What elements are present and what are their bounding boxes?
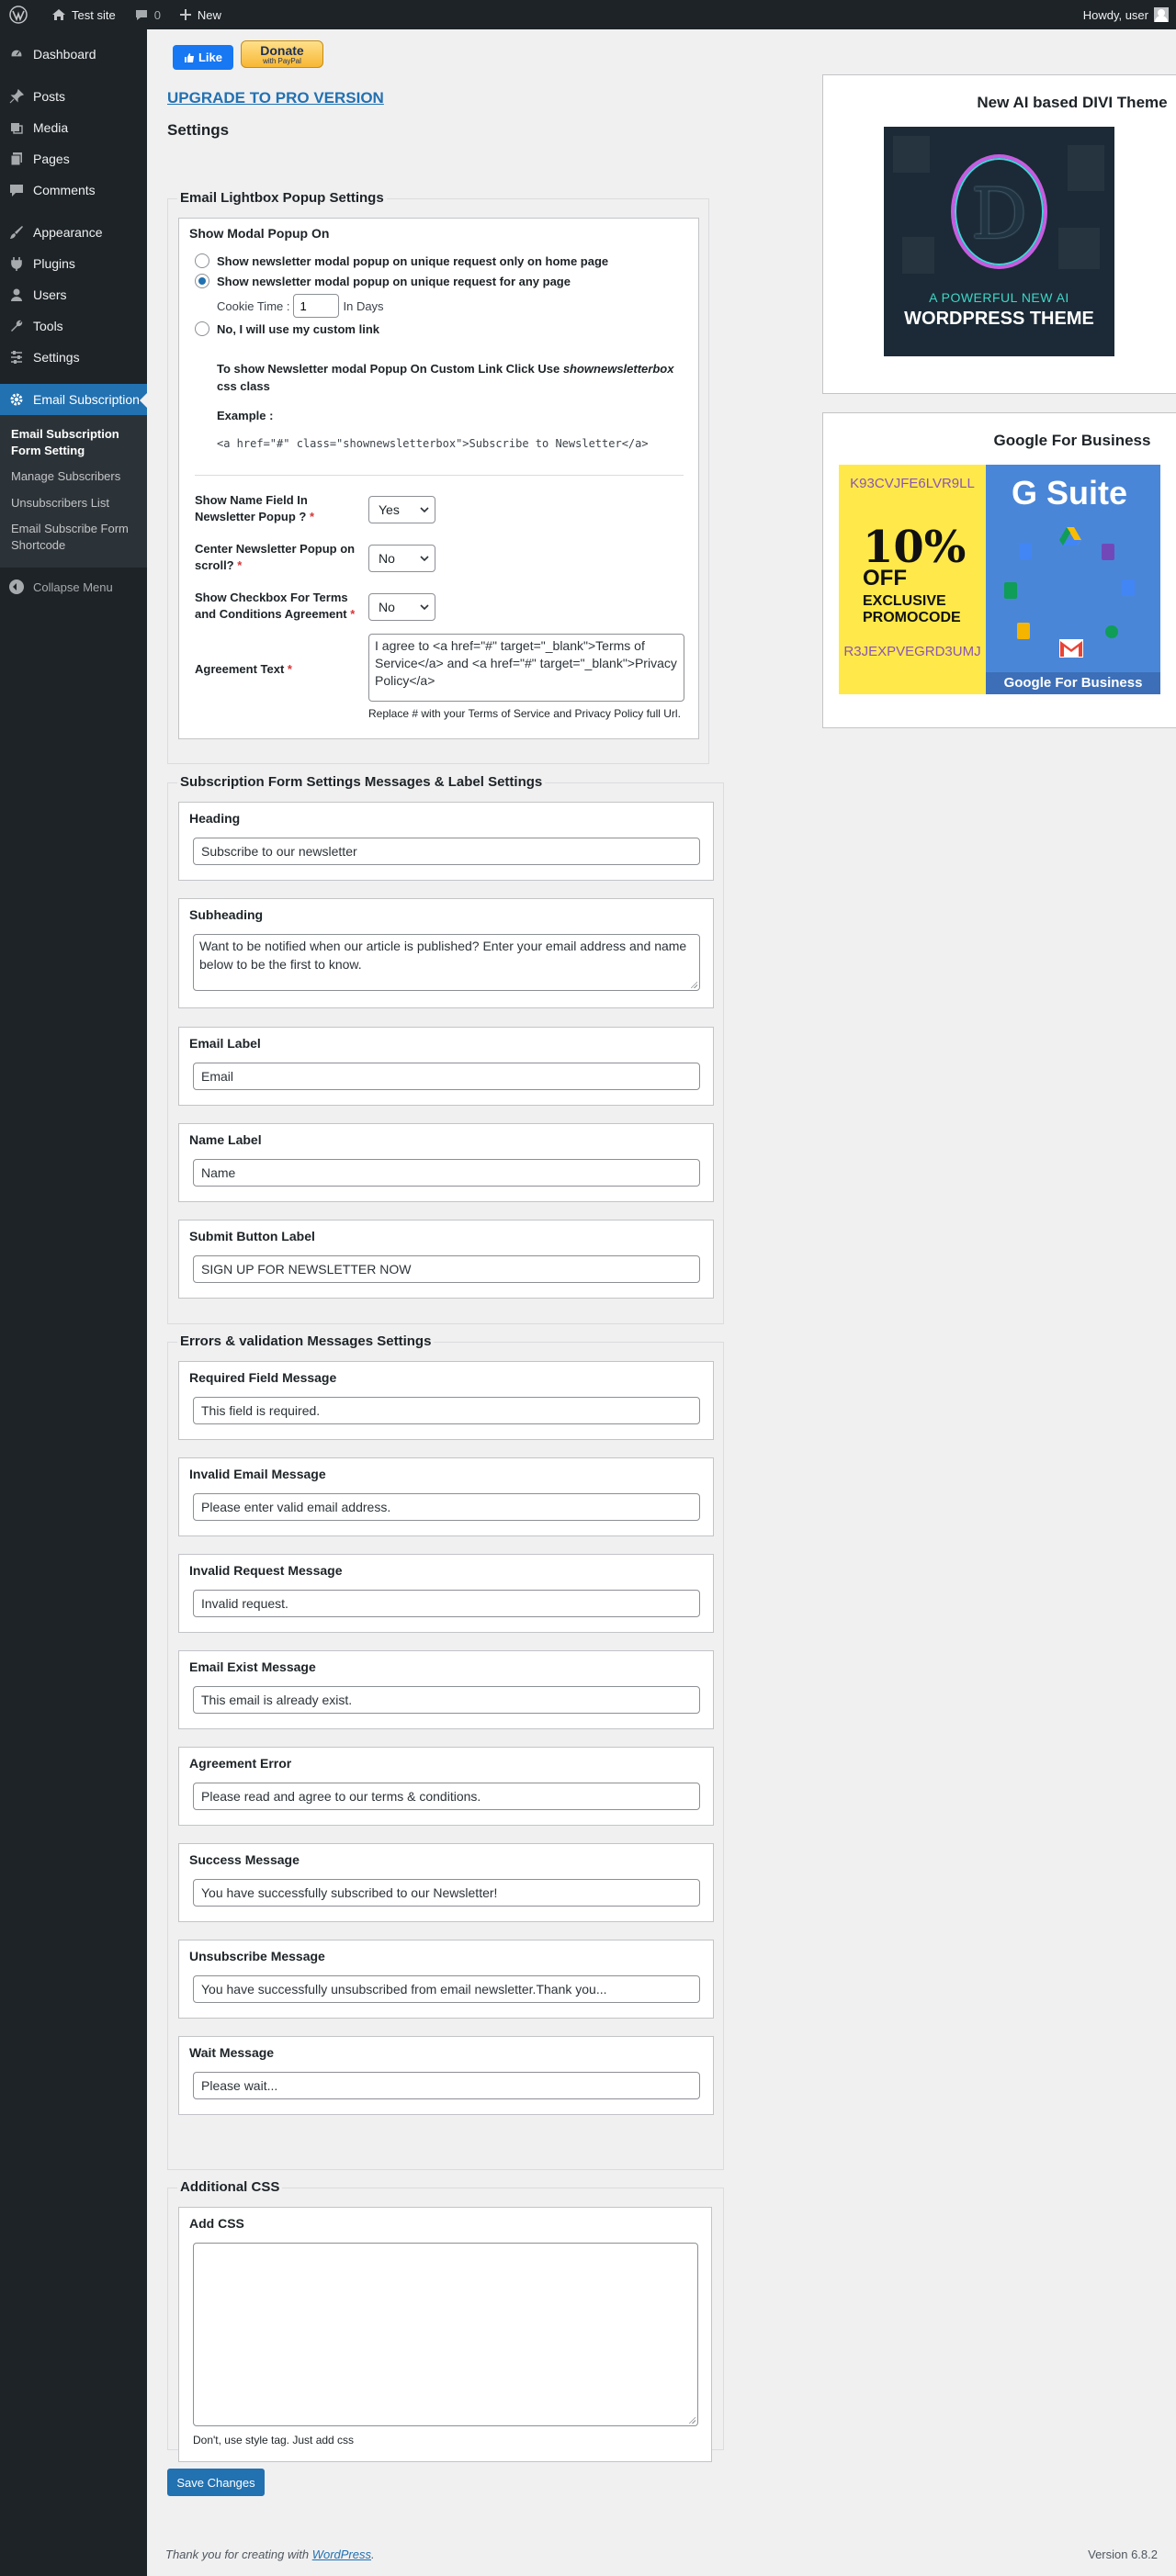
errors-settings-group	[167, 1333, 724, 2170]
success-message-label: Success Message	[189, 1852, 300, 1867]
howdy-text: Howdy, user	[1082, 7, 1148, 22]
heading-label: Heading	[189, 811, 241, 826]
footer-version: Version 6.8.2	[1088, 2548, 1158, 2561]
name-label-label: Name Label	[189, 1132, 262, 1147]
divi-banner[interactable]	[884, 127, 1114, 356]
popup-option-any-page[interactable]: Show newsletter modal popup on unique request for any page	[195, 274, 571, 288]
sidebar-item-email-subscription[interactable]: Email Subscription	[0, 384, 147, 415]
sidebar-item-dashboard[interactable]: Dashboard	[0, 39, 147, 70]
required-field-box	[178, 1361, 714, 1440]
wait-message-input[interactable]: Please wait...	[193, 2072, 700, 2099]
gmail-icon	[1059, 639, 1083, 658]
wait-message-box	[178, 2036, 714, 2115]
sidebar-item-users[interactable]: Users	[0, 279, 147, 310]
unsubscribe-message-label: Unsubscribe Message	[189, 1949, 325, 1963]
wait-message-label: Wait Message	[189, 2045, 275, 2060]
agreement-error-input[interactable]: Please read and agree to our terms & conditions.	[193, 1783, 700, 1810]
forms-icon	[1102, 544, 1114, 560]
popup-settings-group	[167, 190, 709, 764]
invalid-email-input[interactable]: Please enter valid email address.	[193, 1493, 700, 1521]
show-modal-popup-title: Show Modal Popup On	[189, 226, 330, 241]
divi-tagline: A POWERFUL NEW AI	[929, 290, 1069, 305]
subscription-settings-legend: Subscription Form Settings Messages & Label Settings	[177, 774, 545, 790]
wordpress-link[interactable]: WordPress	[311, 2548, 371, 2561]
heading-field-box	[178, 802, 714, 881]
show-modal-popup-box	[178, 218, 699, 739]
admin-sidebar	[0, 29, 147, 2576]
name-field-label: Show Name Field In Newsletter Popup ? *	[195, 493, 315, 524]
popup-option-custom-link[interactable]: No, I will use my custom link	[195, 321, 379, 336]
invalid-email-label: Invalid Email Message	[189, 1467, 326, 1481]
invalid-request-label: Invalid Request Message	[189, 1563, 343, 1578]
brush-icon	[9, 225, 24, 240]
sidebar-item-pages[interactable]: Pages	[0, 143, 147, 174]
comments-count: 0	[153, 7, 161, 22]
subscription-settings-group	[167, 774, 724, 1324]
cookie-time-row: Cookie Time : 1 In Days	[217, 294, 384, 318]
email-exist-label: Email Exist Message	[189, 1659, 316, 1674]
agreement-error-box	[178, 1747, 714, 1826]
sheets-icon	[1004, 582, 1017, 599]
admin-bar	[0, 0, 1176, 29]
chevron-down-icon	[420, 603, 429, 611]
invalid-email-box	[178, 1457, 714, 1536]
popup-settings-legend: Email Lightbox Popup Settings	[177, 190, 387, 206]
promo-exclusive: EXCLUSIVE PROMOCODE	[863, 593, 961, 626]
subheading-field-box	[178, 898, 714, 1008]
new-content-link[interactable]	[170, 0, 231, 29]
radio-any-page[interactable]	[195, 274, 209, 288]
slides-icon	[1017, 623, 1030, 639]
radio-home[interactable]	[195, 253, 209, 268]
email-exist-input[interactable]: This email is already exist.	[193, 1686, 700, 1714]
new-label: New	[197, 7, 221, 22]
pin-icon	[9, 89, 24, 104]
upgrade-pro-link[interactable]: UPGRADE TO PRO VERSION	[167, 89, 384, 107]
popup-option-home[interactable]: Show newsletter modal popup on unique request only on home page	[195, 253, 608, 268]
wordpress-logo[interactable]	[0, 0, 42, 29]
gsuite-apps-panel	[986, 465, 1160, 694]
calendar-icon	[1019, 543, 1032, 559]
name-label-field-box	[178, 1123, 714, 1202]
invalid-request-box	[178, 1554, 714, 1633]
gsuite-promo-panel	[839, 465, 986, 694]
email-label-input[interactable]: Email	[193, 1063, 700, 1090]
hangouts-icon	[1105, 625, 1118, 638]
errors-settings-legend: Errors & validation Messages Settings	[177, 1333, 434, 1349]
site-name-link[interactable]	[42, 0, 125, 29]
additional-css-group	[167, 2179, 724, 2450]
sidebar-item-tools[interactable]: Tools	[0, 310, 147, 342]
terms-checkbox-select[interactable]: No	[368, 593, 435, 621]
gsuite-footer: Google For Business	[986, 672, 1160, 694]
settings-icon	[9, 350, 24, 365]
pages-icon	[9, 152, 24, 166]
footer-thanks: Thank you for creating with WordPress.	[165, 2548, 375, 2561]
email-label-field-box	[178, 1027, 714, 1106]
collapse-menu-button[interactable]: Collapse Menu	[0, 571, 147, 602]
terms-checkbox-label: Show Checkbox For Terms and Conditions Agreement *	[195, 591, 356, 622]
agreement-text-label: Agreement Text *	[195, 662, 292, 676]
site-name: Test site	[72, 7, 116, 22]
section-divider	[195, 475, 684, 476]
add-css-label: Add CSS	[189, 2216, 244, 2231]
chevron-down-icon	[420, 506, 429, 513]
agreement-error-label: Agreement Error	[189, 1756, 292, 1771]
agreement-hint: Replace # with your Terms of Service and Privacy Policy full Url.	[368, 707, 681, 720]
success-message-box	[178, 1843, 714, 1922]
comments-link[interactable]	[125, 0, 170, 29]
submenu-manage-subscribers[interactable]: Manage Subscribers	[11, 469, 121, 484]
promo-code-1: K93CVJFE6LVR9LL	[850, 476, 975, 491]
custom-css-class: shownewsletterbox	[562, 362, 674, 376]
subheading-label: Subheading	[189, 907, 264, 922]
divi-widget	[822, 74, 1176, 394]
submenu-form-shortcode[interactable]: Email Subscribe Form Shortcode	[11, 521, 129, 552]
subheading-textarea[interactable]: Want to be notified when our article is published? Enter your email address and name below to be the first to know.	[193, 934, 700, 991]
name-label-input[interactable]: Name	[193, 1159, 700, 1187]
submenu-form-setting[interactable]: Email Subscription Form Setting	[11, 427, 119, 458]
gsuite-banner[interactable]	[839, 465, 1160, 694]
home-icon	[51, 7, 66, 22]
add-css-textarea[interactable]	[193, 2243, 698, 2426]
gsuite-logo: G Suite	[1012, 474, 1128, 512]
unsubscribe-message-box	[178, 1940, 714, 2019]
gsuite-widget-title: Google For Business	[993, 432, 1151, 449]
plus-icon	[179, 8, 192, 21]
agreement-text-textarea[interactable]: I agree to <a href="#" target="_blank">Terms of Service</a> and <a href="#" target="_blank">Privacy Policy</a>	[368, 634, 684, 702]
page-title: Settings	[167, 121, 230, 139]
users-icon	[9, 287, 24, 302]
drive-icon	[1059, 527, 1081, 546]
resize-handle[interactable]	[690, 981, 697, 988]
center-popup-label: Center Newsletter Popup on scroll? *	[195, 542, 356, 573]
comment-bubble-icon	[134, 7, 149, 22]
email-subscription-submenu	[0, 415, 147, 568]
invalid-request-input[interactable]: Invalid request.	[193, 1590, 700, 1617]
add-css-box	[178, 2207, 712, 2462]
resize-handle[interactable]	[688, 2416, 695, 2424]
success-message-input[interactable]: You have successfully subscribed to our Newsletter!	[193, 1879, 700, 1907]
unsubscribe-message-input[interactable]: You have successfully unsubscribed from email newsletter.Thank you...	[193, 1975, 700, 2003]
cookie-time-input[interactable]	[293, 294, 339, 318]
promo-off: OFF	[863, 566, 907, 591]
submit-label-field-box	[178, 1220, 714, 1299]
gear-icon	[9, 392, 24, 407]
my-account[interactable]	[1083, 7, 1176, 22]
email-exist-box	[178, 1650, 714, 1729]
comments-icon	[9, 183, 24, 197]
sidebar-item-comments[interactable]: Comments	[0, 174, 147, 206]
email-label-label: Email Label	[189, 1036, 261, 1051]
add-css-hint: Don't, use style tag. Just add css	[193, 2434, 355, 2447]
thumbs-up-icon	[184, 52, 195, 63]
submenu-unsubscribers-list[interactable]: Unsubscribers List	[11, 495, 109, 510]
example-code: <a href="#" class="shownewsletterbox">Subscribe to Newsletter</a>	[217, 437, 649, 450]
sidebar-item-media[interactable]: Media	[0, 112, 147, 143]
sidebar-item-settings[interactable]: Settings	[0, 342, 147, 373]
additional-css-legend: Additional CSS	[177, 2179, 282, 2195]
media-icon	[9, 120, 24, 135]
wordpress-icon	[9, 6, 28, 24]
promo-code-2: R3JEXPVEGRD3UMJ	[843, 644, 981, 659]
wrench-icon	[9, 319, 24, 333]
docs-icon	[1122, 579, 1135, 596]
sidebar-item-plugins[interactable]: Plugins	[0, 248, 147, 279]
heading-input[interactable]: Subscribe to our newsletter	[193, 838, 700, 865]
divi-theme-text: WORDPRESS THEME	[904, 309, 1094, 329]
sidebar-item-appearance[interactable]: Appearance	[0, 217, 147, 248]
paypal-donate-button[interactable]: Donate with PayPal	[241, 40, 323, 68]
gsuite-widget	[822, 412, 1176, 728]
chevron-down-icon	[420, 555, 429, 562]
save-changes-button[interactable]: Save Changes	[167, 2469, 265, 2496]
example-label: Example :	[217, 409, 274, 422]
divi-widget-title: New AI based DIVI Theme	[977, 94, 1168, 111]
required-field-input[interactable]: This field is required.	[193, 1397, 700, 1424]
submit-label-input[interactable]: SIGN UP FOR NEWSLETTER NOW	[193, 1255, 700, 1283]
sidebar-item-posts[interactable]: Posts	[0, 81, 147, 112]
avatar	[1154, 7, 1169, 22]
dashboard-icon	[9, 47, 24, 62]
custom-link-note: To show Newsletter modal Popup On Custom Link Click Use shownewsletterbox css class	[217, 362, 674, 393]
radio-custom-link[interactable]	[195, 321, 209, 336]
center-popup-select[interactable]: No	[368, 545, 435, 572]
collapse-arrow-icon	[9, 579, 24, 594]
plug-icon	[9, 256, 24, 271]
submit-label-label: Submit Button Label	[189, 1229, 315, 1243]
required-field-label: Required Field Message	[189, 1370, 337, 1385]
promo-percent: 10%	[863, 522, 967, 573]
facebook-like-button[interactable]: Like	[173, 45, 233, 70]
name-field-select[interactable]: Yes	[368, 496, 435, 523]
divi-logo-letter: D	[971, 173, 1027, 254]
